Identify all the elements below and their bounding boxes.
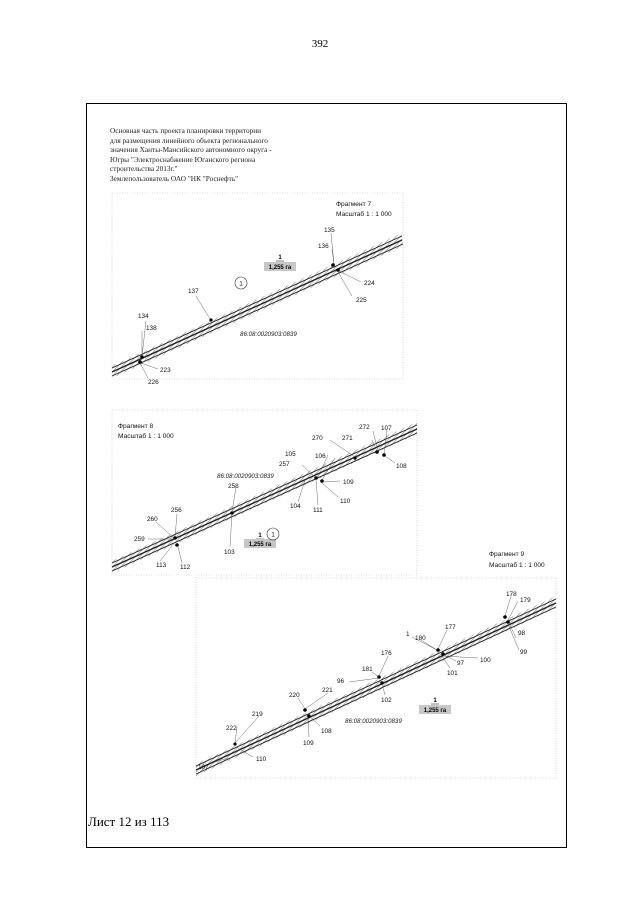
boundary-line xyxy=(196,607,556,774)
point-label: 272 xyxy=(359,424,370,431)
center-line xyxy=(196,603,556,770)
leader-line xyxy=(338,272,352,296)
point-label: 96 xyxy=(337,678,345,685)
header-line: строительства 2013г." xyxy=(110,164,178,173)
point-label: 108 xyxy=(396,463,407,470)
point-label: 259 xyxy=(134,536,145,543)
area-label: 1,255 га xyxy=(268,265,292,271)
area-marker: 1 xyxy=(278,255,282,261)
fragment-9-scale: Масштаб 1 : 1 000 xyxy=(489,562,545,569)
cadastral-number: 86:08:0020903:0839 xyxy=(217,473,274,480)
point-label: 137 xyxy=(188,288,199,295)
leader-line xyxy=(298,698,305,709)
header-line: значения Ханты-Мансийского автономного округа - xyxy=(110,145,272,154)
leader-line xyxy=(330,440,355,457)
header-line: Основная часть проекта планировки территории xyxy=(110,126,262,135)
point-label: 101 xyxy=(447,670,458,677)
cadastral-number: 86:08:0020903:0839 xyxy=(345,718,402,725)
header-line: Югры "Электроснабжение Юганского региона xyxy=(110,154,256,164)
point-label: 100 xyxy=(480,657,491,664)
point-label: 219 xyxy=(252,711,263,718)
point-label: 136 xyxy=(318,243,329,250)
point-label: 270 xyxy=(312,435,323,442)
point-label: 112 xyxy=(180,564,191,571)
point-label: 177 xyxy=(445,624,456,631)
leader-line xyxy=(141,363,158,369)
point-label: 260 xyxy=(147,516,158,523)
area-label: 1,255 га xyxy=(248,542,272,548)
point-label: 97 xyxy=(457,660,465,667)
fragment-9 xyxy=(196,551,556,778)
fragment-8-title: Фрагмент 8 xyxy=(118,423,154,430)
leader-line xyxy=(385,456,395,463)
parcel-number: 1 xyxy=(239,280,243,288)
area-marker: 1 xyxy=(258,533,262,539)
point-label: 178 xyxy=(506,591,517,598)
point-label: 109 xyxy=(343,479,354,486)
leader-line xyxy=(196,296,210,319)
boundary-line xyxy=(196,599,556,766)
leader-line xyxy=(316,480,318,505)
point-label: 99 xyxy=(520,649,528,656)
point-label: 113 xyxy=(156,562,167,569)
fragment-7-title: Фрагмент 7 xyxy=(336,201,372,208)
point-label: 110 xyxy=(340,498,351,505)
point-label: 135 xyxy=(324,227,335,234)
point-label: 176 xyxy=(381,650,392,657)
point-label: 179 xyxy=(520,597,531,604)
leader-line xyxy=(379,656,388,676)
leader-line xyxy=(438,630,447,649)
leader-line xyxy=(178,547,182,563)
point-label: 108 xyxy=(321,728,332,735)
header-line: для размещения линейного объекта регионального xyxy=(110,135,268,145)
point-label: 257 xyxy=(279,461,290,468)
survey-point xyxy=(175,543,179,547)
point-label: 180 xyxy=(415,635,426,642)
point-label: 271 xyxy=(342,435,353,442)
boundary-line xyxy=(112,433,417,571)
cadastral-number: 86:08:0020903:0839 xyxy=(240,331,297,338)
point-label: 110 xyxy=(256,756,267,763)
leader-line xyxy=(508,624,519,650)
leader-line xyxy=(156,522,174,538)
point-label: 107 xyxy=(381,425,392,432)
fragment-8 xyxy=(112,410,417,575)
point-label: 1 xyxy=(406,631,410,638)
point-label: 225 xyxy=(356,297,367,304)
point-label: 138 xyxy=(146,325,157,332)
point-label: 220 xyxy=(289,692,300,699)
leader-line xyxy=(323,481,340,482)
fragment-7-scale: Масштаб 1 : 1 000 xyxy=(336,211,392,218)
point-label: 105 xyxy=(285,451,296,458)
point-label: 256 xyxy=(171,507,182,514)
point-label: 222 xyxy=(226,725,237,732)
leader-line xyxy=(505,596,511,616)
area-label: 1,255 га xyxy=(423,708,447,714)
page-number: 392 xyxy=(311,38,329,50)
point-label: 134 xyxy=(138,313,149,320)
point-label: 106 xyxy=(315,453,326,460)
area-marker: 1 xyxy=(433,698,437,704)
point-label: 102 xyxy=(381,697,392,704)
parcel-number: 1 xyxy=(271,531,275,539)
point-label: 258 xyxy=(228,483,239,490)
fragment-7 xyxy=(112,193,403,386)
fragment-8-scale: Масштаб 1 : 1 000 xyxy=(118,433,174,440)
point-label: 98 xyxy=(518,630,526,637)
point-label: 104 xyxy=(290,503,301,510)
survey-point xyxy=(331,263,335,267)
center-line xyxy=(112,240,402,372)
sheet-label: Лист 12 из 113 xyxy=(88,814,170,829)
point-label: 223 xyxy=(160,367,171,374)
point-label: 111 xyxy=(313,507,323,514)
leader-line xyxy=(372,672,379,677)
header-line: Землепользователь ОАО "НК "Роснефть" xyxy=(110,173,239,183)
leader-line xyxy=(332,249,334,264)
leader-line xyxy=(339,271,361,282)
fragment-9-title: Фрагмент 9 xyxy=(489,551,525,558)
point-label: 181 xyxy=(362,666,373,673)
point-label: 109 xyxy=(303,740,314,747)
point-label: 103 xyxy=(224,549,235,556)
point-label: 221 xyxy=(322,687,333,694)
leader-line xyxy=(322,483,338,497)
point-label: 107 xyxy=(198,764,209,771)
point-label: 226 xyxy=(148,379,159,386)
point-label: 224 xyxy=(364,280,375,287)
boundary-line xyxy=(112,244,403,376)
